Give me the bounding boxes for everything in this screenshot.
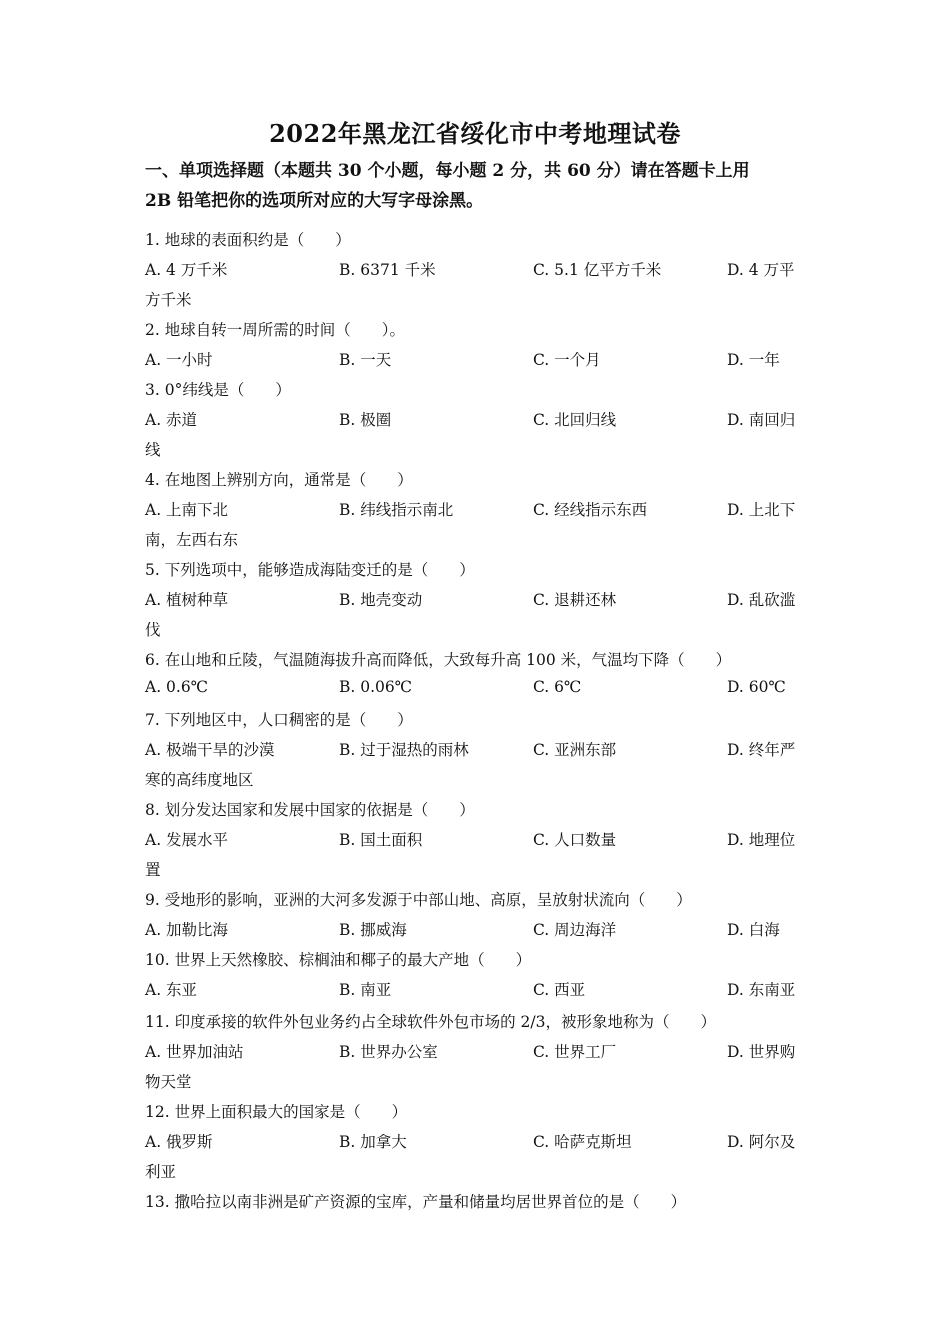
question-4-option-d-continued: 南，左西右东 <box>145 531 239 549</box>
question-10-option-d: D. 东南亚 <box>727 981 796 999</box>
question-2-option-d: D. 一年 <box>727 351 780 369</box>
question-4-options <box>145 498 810 528</box>
question-3-options <box>145 408 810 438</box>
question-1-option-b: B. 6371 千米 <box>339 261 436 279</box>
question-12-option-a: A. 俄罗斯 <box>145 1133 213 1151</box>
question-7-option-d: D. 终年严 <box>727 741 796 759</box>
question-13-stem: 13. 撒哈拉以南非洲是矿产资源的宝库，产量和储量均居世界首位的是（ ） <box>145 1193 687 1211</box>
question-12-option-d: D. 阿尔及 <box>727 1133 796 1151</box>
question-12-options <box>145 1130 810 1160</box>
question-4-option-d: D. 上北下 <box>727 501 796 519</box>
question-3-option-d: D. 南回归 <box>727 411 796 429</box>
exam-title: 2022年黑龙江省绥化市中考地理试卷 <box>269 119 681 148</box>
question-12-option-c: C. 哈萨克斯坦 <box>533 1133 632 1151</box>
question-12-stem: 12. 世界上面积最大的国家是（ ） <box>145 1103 408 1121</box>
question-5-option-d-continued: 伐 <box>145 621 161 639</box>
question-6-option-a: A. 0.6℃ <box>145 678 209 696</box>
question-11-option-a: A. 世界加油站 <box>145 1043 244 1061</box>
question-1-option-d-continued: 方千米 <box>145 291 192 309</box>
question-9-option-c: C. 周边海洋 <box>533 921 617 939</box>
question-10-option-a: A. 东亚 <box>145 981 198 999</box>
question-7-option-a: A. 极端干旱的沙漠 <box>145 741 275 759</box>
question-6-option-c: C. 6℃ <box>533 678 582 696</box>
question-1-option-d: D. 4 万平 <box>727 261 795 279</box>
question-4-option-b: B. 纬线指示南北 <box>339 501 454 519</box>
question-8-stem: 8. 划分发达国家和发展中国家的依据是（ ） <box>145 801 475 819</box>
question-5-options <box>145 588 810 618</box>
question-4-option-c: C. 经线指示东西 <box>533 501 648 519</box>
question-3-option-a: A. 赤道 <box>145 411 198 429</box>
question-8-options <box>145 828 810 858</box>
question-11-stem: 11. 印度承接的软件外包业务约占全球软件外包市场的 2/3，被形象地称为（ ） <box>145 1013 716 1031</box>
question-5-option-b: B. 地壳变动 <box>339 591 423 609</box>
question-8-option-a: A. 发展水平 <box>145 831 229 849</box>
question-11-options <box>145 1040 810 1070</box>
question-2-option-a: A. 一小时 <box>145 351 213 369</box>
question-7-option-d-continued: 寒的高纬度地区 <box>145 771 254 789</box>
question-3-option-d-continued: 线 <box>145 441 161 459</box>
question-11-option-d-continued: 物天堂 <box>145 1073 192 1091</box>
question-6-options <box>145 678 810 708</box>
question-12-option-b: B. 加拿大 <box>339 1133 407 1151</box>
question-6-option-b: B. 0.06℃ <box>339 678 413 696</box>
question-2-option-c: C. 一个月 <box>533 351 601 369</box>
question-5-option-c: C. 退耕还林 <box>533 591 617 609</box>
question-12-option-d-continued: 利亚 <box>145 1163 177 1181</box>
question-8-option-d: D. 地理位 <box>727 831 796 849</box>
question-11-option-d: D. 世界购 <box>727 1043 796 1061</box>
question-4-stem: 4. 在地图上辨别方向，通常是（ ） <box>145 471 413 489</box>
question-7-options <box>145 738 810 768</box>
question-9-options <box>145 918 810 948</box>
question-11-option-b: B. 世界办公室 <box>339 1043 438 1061</box>
question-3-stem: 3. 0°纬线是（ ） <box>145 381 291 399</box>
question-9-option-b: B. 挪威海 <box>339 921 407 939</box>
question-7-option-c: C. 亚洲东部 <box>533 741 617 759</box>
question-3-option-c: C. 北回归线 <box>533 411 617 429</box>
question-9-option-a: A. 加勒比海 <box>145 921 229 939</box>
question-2-options <box>145 348 810 378</box>
question-10-options <box>145 978 810 1008</box>
question-2-stem: 2. 地球自转一周所需的时间（ ）。 <box>145 321 405 339</box>
question-3-option-b: B. 极圈 <box>339 411 392 429</box>
question-6-stem: 6. 在山地和丘陵，气温随海拔升高而降低，大致每升高 100 米，气温均下降（ ） <box>145 651 732 669</box>
question-9-stem: 9. 受地形的影响，亚洲的大河多发源于中部山地、高原，呈放射状流向（ ） <box>145 891 692 909</box>
question-5-stem: 5. 下列选项中，能够造成海陆变迁的是（ ） <box>145 561 475 579</box>
question-8-option-b: B. 国土面积 <box>339 831 423 849</box>
question-8-option-c: C. 人口数量 <box>533 831 617 849</box>
section-instruction-line2: 2B 铅笔把你的选项所对应的大写字母涂黑。 <box>145 191 484 211</box>
question-1-options <box>145 258 810 288</box>
question-5-option-a: A. 植树种草 <box>145 591 229 609</box>
question-10-option-c: C. 西亚 <box>533 981 586 999</box>
section-instruction-line1: 一、单项选择题（本题共 30 个小题，每小题 2 分，共 60 分）请在答题卡上用 <box>145 161 750 181</box>
question-4-option-a: A. 上南下北 <box>145 501 229 519</box>
question-9-option-d: D. 白海 <box>727 921 780 939</box>
question-1-option-a: A. 4 万千米 <box>145 261 228 279</box>
question-1-stem: 1. 地球的表面积约是（ ） <box>145 231 351 249</box>
question-7-stem: 7. 下列地区中，人口稠密的是（ ） <box>145 711 413 729</box>
question-10-option-b: B. 南亚 <box>339 981 392 999</box>
question-7-option-b: B. 过于湿热的雨林 <box>339 741 469 759</box>
question-11-option-c: C. 世界工厂 <box>533 1043 617 1061</box>
question-1-option-c: C. 5.1 亿平方千米 <box>533 261 662 279</box>
question-8-option-d-continued: 置 <box>145 861 161 879</box>
question-2-option-b: B. 一天 <box>339 351 392 369</box>
question-5-option-d: D. 乱砍滥 <box>727 591 796 609</box>
question-10-stem: 10. 世界上天然橡胶、棕榈油和椰子的最大产地（ ） <box>145 951 532 969</box>
question-6-option-d: D. 60℃ <box>727 678 786 696</box>
